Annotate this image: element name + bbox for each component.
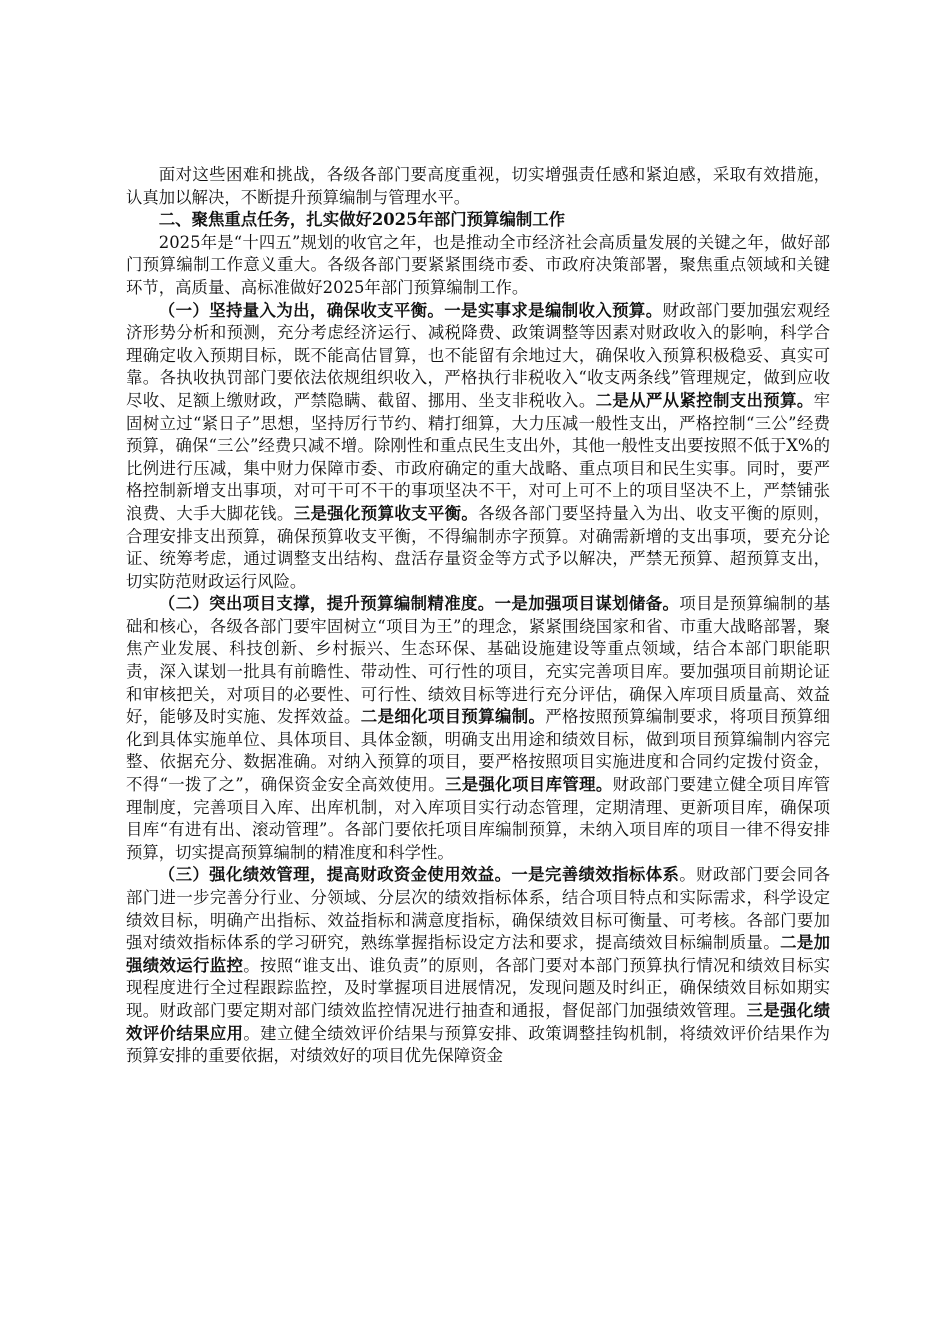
subsection-1-point-3-title: 三是强化预算收支平衡。 (293, 503, 479, 523)
subsection-3-point-1-text: 。财政部门要会同各部门进一步完善分行业、分领域、分层次的绩效指标体系，结合项目特点和实际需求，科学设定绩效目标，明确产出指标、效益指标和满意度指标，确保绩效目标可衡量、可考核。各部门要加强对绩效指标体系的学习研究，熟练掌握指标设定方法和要求，提高绩效目标编制质量。 (126, 865, 831, 953)
subsection-3-paragraph (126, 864, 830, 1067)
subsection-2-paragraph (126, 593, 830, 864)
subsection-3-point-1-title: 一是完善绩效指标体系 (511, 865, 680, 885)
subsection-3-point-2-text: 。按照“谁支出、谁负责”的原则，各部门要对本部门预算执行情况和绩效目标实现程度进行全过程跟踪监控，及时掌握项目进展情况，发现问题及时纠正，确保绩效目标如期实现。财政部门要定期对部门绩效监控情况进行抽查和通报，督促部门加强绩效管理。 (126, 955, 831, 1020)
subsection-3-point-3-text: 。建立健全绩效评价结果与预算安排、政策调整挂钩机制，将绩效评价结果作为预算安排的重要依据，对绩效好的项目优先保障资金 (126, 1023, 831, 1066)
subsection-1-paragraph (126, 300, 830, 594)
section-lead-paragraph: 2025年是“十四五”规划的收官之年，也是推动全市经济社会高质量发展的关键之年，做好部门预算编制工作意义重大。各级各部门要紧紧围绕市委、市政府决策部署，聚焦重点领域和关键环节，高质量、高标准做好2025年部门预算编制工作。 (126, 232, 830, 297)
subsection-1-point-1-title: 一是实事求是编制收入预算。 (444, 300, 663, 320)
subsection-3-point-2-title: 二是加强绩效运行监控 (126, 933, 831, 975)
subsection-2-point-2-text: 严格按照预算编制要求，将项目预算细化到具体实施单位、具体项目、具体金额，明确支出用途和绩效目标，做到项目预算编制内容完整、依据充分、数据准确。对纳入预算的项目，要严格按照项目实施进度和合同约定拨付资金，不得“一拨了之”，确保资金安全高效使用。 (126, 707, 831, 795)
subsection-2-point-1-text: 项目是预算编制的基础和核心，各级各部门要牢固树立“项目为王”的理念，紧紧围绕国家和省、市重大战略部署，聚焦产业发展、科技创新、乡村振兴、生态环保、基础设施建设等重点领域，结合本部门职能职责，深入谋划一批具有前瞻性、带动性、可行性的项目，充实完善项目库。要加强项目前期论证和审核把关，对项目的必要性、可行性、绩效目标等进行充分评估，确保入库项目质量高、效益好，能够及时实施、发挥效益。 (126, 594, 831, 727)
subsection-2-point-1-title: 一是加强项目谋划储备。 (494, 594, 680, 614)
document-body (126, 164, 830, 1068)
section-heading: 二、聚焦重点任务，扎实做好2025年部门预算编制工作 (158, 210, 566, 230)
subsection-1-point-1-text: 财政部门要加强宏观经济形势分析和预测，充分考虑经济运行、减税降费、政策调整等因素对财政收入的影响，科学合理确定收入预期目标，既不能高估冒算，也不能留有余地过大，确保收入预算积极稳妥、真实可靠。各执收执罚部门要依法依规组织收入，严格执行非税收入“收支两条线”管理规定，做到应收尽收、足额上缴财政，严禁隐瞒、截留、挪用、坐支非税收入。 (126, 300, 831, 410)
subsection-2-point-3-text: 财政部门要建立健全项目库管理制度，完善项目入库、出库机制，对入库项目实行动态管理，定期清理、更新项目库，确保项目库“有进有出、滚动管理”。各部门要依托项目库编制预算，未纳入项目库的项目一律不得安排预算，切实提高预算编制的精准度和科学性。 (126, 775, 831, 862)
subsection-1-title: （一）坚持量入为出，确保收支平衡。 (158, 300, 445, 320)
subsection-1-point-3-text: 各级各部门要坚持量入为出、收支平衡的原则，合理安排支出预算，确保预算收支平衡，不得编制赤字预算。对确需新增的支出事项，要充分论证、统筹考虑，通过调整支出结构、盘活存量资金等方式予以解决，严禁无预算、超预算支出，切实防范财政运行风险。 (126, 503, 831, 591)
subsection-2-title: （二）突出项目支撑，提升预算编制精准度。 (158, 594, 495, 614)
subsection-3-point-3-title: 三是强化绩效评价结果应用 (126, 1000, 831, 1043)
subsection-1-point-2-title: 二是从严从紧控制支出预算。 (595, 390, 814, 410)
subsection-1-point-2-text: 牢固树立过“紧日子”思想，坚持厉行节约、精打细算，大力压减一般性支出，严格控制“三公”经费预算，确保“三公”经费只减不增。除刚性和重点民生支出外，其他一般性支出要按照不低于X%的比例进行压减，集中财力保障市委、市政府确定的重大战略、重点项目和民生实事。同时，要严格控制新增支出事项，对可干可不干的事项坚决不干，对可上可不上的项目坚决不上，严禁铺张浪费、大手大脚花钱。 (126, 390, 831, 523)
subsection-3-title: （三）强化绩效管理，提高财政资金使用效益。 (158, 865, 512, 885)
subsection-2-point-2-title: 二是细化项目预算编制。 (360, 707, 546, 727)
intro-paragraph: 面对这些困难和挑战，各级各部门要高度重视，切实增强责任感和紧迫感，采取有效措施，认真加以解决，不断提升预算编制与管理水平。 (126, 165, 830, 207)
subsection-2-point-3-title: 三是强化项目库管理。 (445, 775, 613, 795)
